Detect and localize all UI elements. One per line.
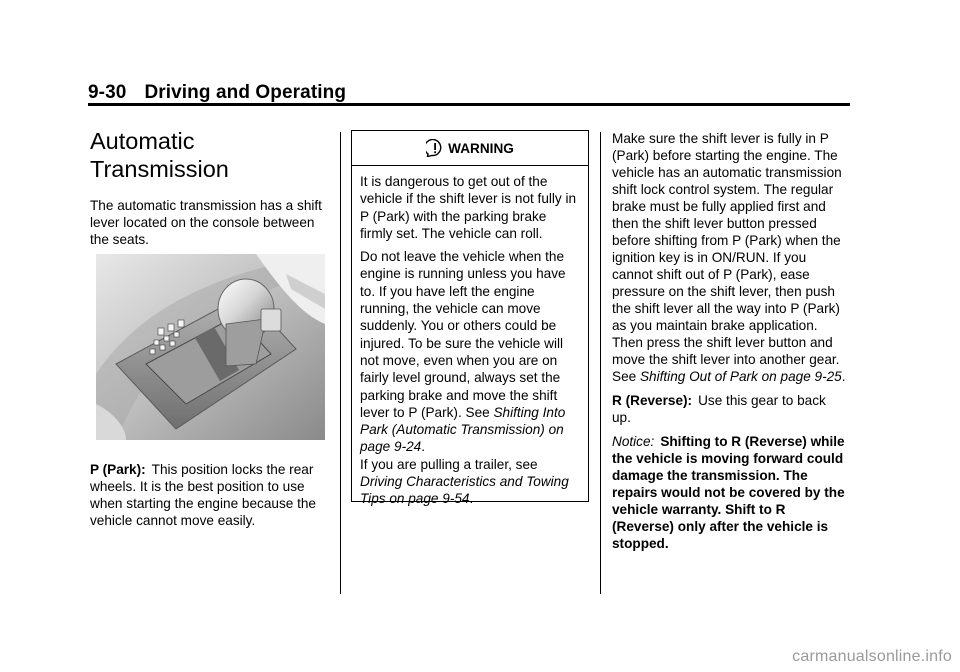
warning-paragraph-1: It is dangerous to get out of the vehicle if the shift lever is not fully in P (Park) with the parking brake firmly set. The vehicle can roll. — [360, 174, 577, 241]
park-term: P (Park): — [90, 462, 146, 477]
notice-label: Notice: — [612, 434, 655, 449]
warning-paragraph-2-end: . — [421, 439, 426, 455]
warning-icon — [426, 139, 444, 157]
shift-lock-paragraph — [612, 130, 848, 385]
section-title: Driving and Operating — [144, 82, 347, 103]
link-shifting-out-of-park[interactable]: Shifting Out of Park on page 9-25 — [639, 369, 842, 384]
page-number: 9-30 — [88, 82, 127, 103]
column-divider-right — [600, 132, 601, 594]
title-line-1: Automatic — [90, 128, 195, 154]
left-column — [90, 127, 330, 255]
title-line-2: Transmission — [90, 156, 229, 182]
watermark: carmanualsonline.info — [792, 648, 952, 665]
shift-lever-illustration — [96, 254, 325, 440]
header-rule — [88, 103, 850, 106]
warning-paragraph-3-text: If you are pulling a trailer, see — [360, 456, 538, 472]
warning-box — [351, 130, 589, 507]
column-divider-left — [340, 132, 341, 594]
warning-body — [352, 166, 588, 508]
notice-paragraph — [612, 433, 848, 552]
reverse-term: R (Reverse): — [612, 393, 693, 408]
warning-title: WARNING — [448, 140, 514, 156]
intro-paragraph: The automatic transmission has a shift lever located on the console between the seats. — [90, 198, 322, 247]
right-column — [612, 130, 848, 559]
notice-text: Shifting to R (Reverse) while the vehicle is moving forward could damage the transmission. The repairs would not be covered by the vehicle warranty. Shift to R (Reverse) only after the vehicle is stopped. — [612, 434, 845, 551]
reverse-text: Use this gear to back up. — [612, 393, 826, 425]
park-description — [90, 461, 332, 536]
page-title — [90, 127, 330, 183]
page-header — [88, 82, 346, 104]
warning-paragraph-2-text: Do not leave the vehicle when the engine is running unless you have to. If you have left the engine running, the vehicle can move suddenly. You or others could be injured. To be sure the vehicle will not move, even when you are on fairly level ground, always set the parking brake and move the shift lever to P (Park). See — [360, 249, 566, 420]
link-shifting-into-park[interactable]: Shifting Into Park (Automatic Transmission) on page 9-24 — [360, 404, 566, 455]
park-text: This position locks the rear wheels. It is the best position to use when starting the engine because the vehicle cannot move easily. — [90, 462, 316, 528]
reverse-paragraph — [612, 392, 848, 426]
shift-lever-photo — [96, 254, 325, 440]
shift-lock-text: Make sure the shift lever is fully in P (Park) before starting the engine. The vehicle has an automatic transmission shift lock control system. The regular brake must be fully applied first and then the shift lever button pressed before shifting from P (Park) when the ignition key is in ON/RUN. If you cannot shift out of P (Park), ease pressure on the shift lever, then push the shift lever all the way into P (Park) as you maintain brake application. Then press the shift lever button and move the shift lever into another gear. See — [612, 131, 842, 384]
shift-lock-end: . — [841, 369, 846, 384]
warning-header — [352, 131, 588, 166]
warning-paragraph-2 — [360, 248, 580, 507]
link-driving-characteristics[interactable]: Driving Characteristics and Towing Tips on page 9-54 — [360, 474, 569, 507]
warning-paragraph-3-end: . — [469, 491, 474, 507]
